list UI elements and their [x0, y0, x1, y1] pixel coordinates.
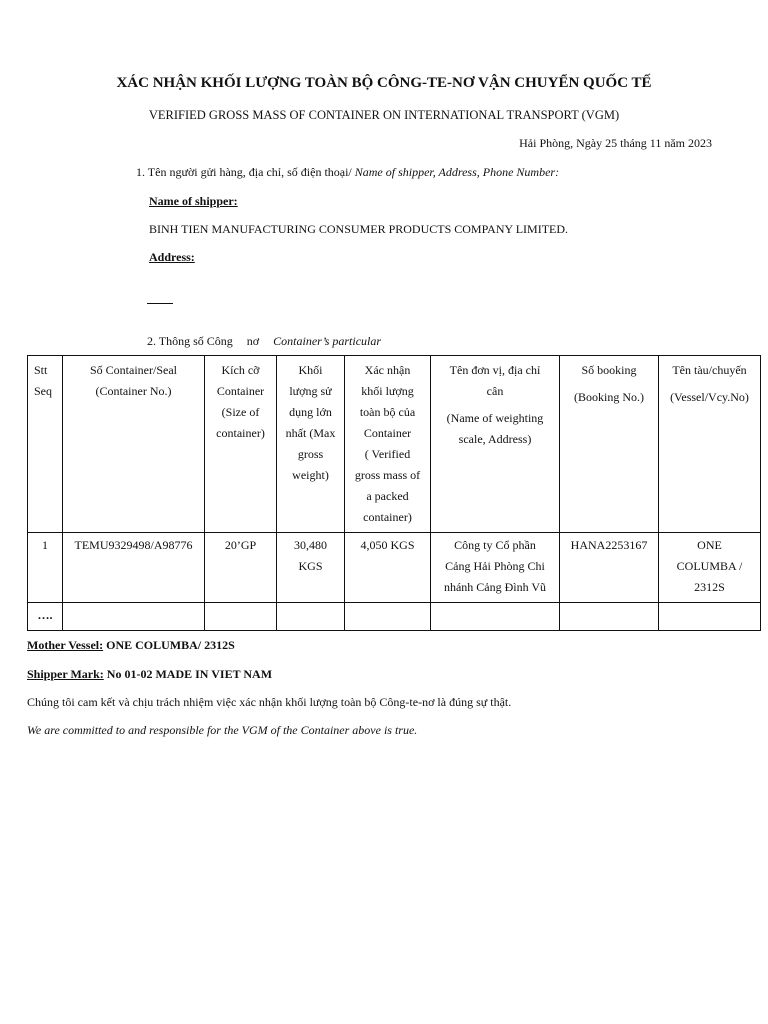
header-vessel: Tên tàu/chuyến (Vessel/Vcy.No): [659, 356, 761, 533]
header-booking: Số booking (Booking No.): [560, 356, 659, 533]
container-table: [27, 355, 761, 631]
mother-vessel-label: Mother Vessel:: [27, 638, 104, 652]
section-1-label-en: Name of shipper, Address, Phone Number:: [351, 165, 560, 179]
mother-vessel-value: ONE COLUMBA/ 2312S: [103, 638, 235, 652]
section-2-label-en: Container’s particular: [273, 334, 382, 348]
section-1-label-vi: 1. Tên người gửi hàng, địa chỉ, số điện thoại/: [136, 165, 352, 179]
cell-empty: [205, 603, 277, 631]
header-scale: Tên đơn vị, địa chỉ cân (Name of weighting scale, Address): [431, 356, 560, 533]
header-vgm: Xác nhận khối lượng toàn bộ của Container ( Verified gross mass of a packed container): [345, 356, 431, 533]
document-title: XÁC NHẬN KHỐI LƯỢNG TOÀN BỘ CÔNG-TE-NƠ VẬN CHUYỂN QUỐC TẾ: [116, 75, 652, 91]
cell-container: TEMU9329498/A98776: [63, 533, 205, 603]
document-subtitle: VERIFIED GROSS MASS OF CONTAINER ON INTERNATIONAL TRANSPORT (VGM): [148, 108, 620, 122]
cell-vgm: 4,050 KGS: [345, 533, 431, 603]
shipper-name-label: Name of shipper:: [149, 194, 238, 208]
shipper-mark: [27, 667, 272, 682]
shipper-mark-value: No 01-02 MADE IN VIET NAM: [103, 667, 273, 681]
header-container: Số Container/Seal (Container No.): [63, 356, 205, 533]
commitment-en: We are committed to and responsible for the VGM of the Container above is true.: [27, 723, 418, 737]
cell-empty: [431, 603, 560, 631]
cell-scale: Công ty Cổ phần Cảng Hải Phòng Chi nhánh Cảng Đình Vũ: [431, 533, 560, 603]
header-stt: Stt Seq: [28, 356, 63, 533]
cell-empty: [277, 603, 345, 631]
mother-vessel: [27, 638, 235, 653]
shipper-mark-label: Shipper Mark:: [27, 667, 104, 681]
document-date: Hải Phòng, Ngày 25 tháng 11 năm 2023: [519, 136, 712, 150]
section-2-label-vi-2: nơ: [246, 334, 260, 348]
cell-size: 20’GP: [205, 533, 277, 603]
table-header-row: [28, 356, 761, 533]
cell-max-weight: 30,480 KGS: [277, 533, 345, 603]
section-1-heading: [136, 165, 559, 180]
cell-vessel: ONE COLUMBA / 2312S: [659, 533, 761, 603]
header-max-weight: Khối lượng sử dụng lớn nhất (Max gross weight): [277, 356, 345, 533]
table-row: [28, 603, 761, 631]
address-label: Address:: [149, 250, 195, 264]
address-underline: [147, 303, 173, 304]
cell-stt: 1: [28, 533, 63, 603]
cell-stt-ellipsis: ….: [28, 603, 63, 631]
section-2-heading: [147, 334, 381, 349]
cell-empty: [560, 603, 659, 631]
cell-empty: [63, 603, 205, 631]
cell-empty: [345, 603, 431, 631]
cell-booking: HANA2253167: [560, 533, 659, 603]
shipper-name-value: BINH TIEN MANUFACTURING CONSUMER PRODUCTS COMPANY LIMITED.: [149, 222, 569, 236]
commitment-vi: Chúng tôi cam kết và chịu trách nhiệm việc xác nhận khối lượng toàn bộ Công-te-nơ là đúng sự thật.: [27, 695, 512, 709]
header-size: Kích cỡ Container (Size of container): [205, 356, 277, 533]
section-2-label-vi-1: 2. Thông số Công: [147, 334, 233, 348]
cell-empty: [659, 603, 761, 631]
table-row: [28, 533, 761, 603]
